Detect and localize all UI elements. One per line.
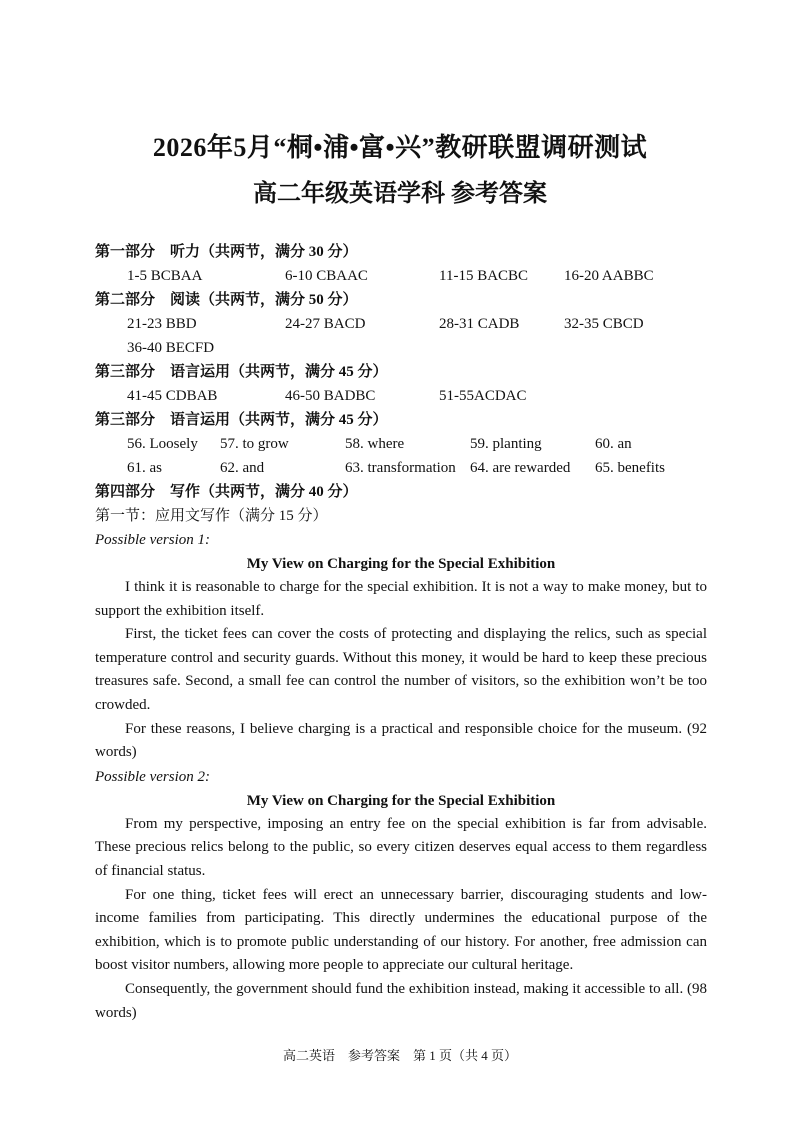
answer-item: 65. benefits: [595, 460, 665, 476]
essay-paragraph: First, the ticket fees can cover the costs of protecting and displaying the relics, such as special temperature control and security guards. Without this money, it would be hard to keep these precious treasures safe. Second, a small fee can control the number of visitors, so the exhibition won’t be too crowded.: [95, 626, 707, 713]
answer-group: 11-15 BACBC: [439, 268, 529, 284]
answer-group: 36-40 BECFD: [127, 340, 215, 356]
answer-group: 51-55ACDAC: [439, 388, 527, 404]
version-label: Possible version 1:: [95, 532, 210, 548]
answer-item: 59. planting: [470, 436, 542, 452]
answer-item: 61. as: [127, 460, 162, 476]
answer-group: 1-5 BCBAA: [127, 268, 203, 284]
answer-group: 46-50 BADBC: [285, 388, 376, 404]
version-label: Possible version 2:: [95, 768, 210, 785]
page-subtitle: 高二年级英语学科 参考答案: [253, 181, 547, 207]
essay-paragraph: For these reasons, I believe charging is a practical and responsible choice for the museum. (92 words): [95, 720, 707, 761]
section-heading-language-use: 第三部分 语言运用（共两节，满分 45 分）: [95, 412, 388, 428]
answer-group: 6-10 CBAAC: [285, 268, 368, 284]
answer-row: [95, 384, 707, 408]
answer-row: [95, 336, 707, 360]
answer-item: 57. to grow: [220, 436, 289, 452]
essay-paragraph: I think it is reasonable to charge for the special exhibition. It is not a way to make money, but to support the exhibition itself.: [95, 579, 707, 619]
answer-row: [95, 264, 707, 288]
answer-item: 63. transformation: [345, 460, 456, 476]
answer-content: [95, 240, 707, 1025]
section-heading-writing: 第四部分 写作（共两节，满分 40 分）: [95, 484, 358, 500]
essay-title: My View on Charging for the Special Exhibition: [246, 556, 556, 572]
answer-item: 58. where: [345, 436, 405, 452]
subsection-heading: 第一节：应用文写作（满分 15 分）: [95, 508, 328, 524]
answer-group: 24-27 BACD: [285, 316, 366, 332]
page-title: 2026年5月“桐•浦•富•兴”教研联盟调研测试: [152, 133, 648, 162]
answer-item: 64. are rewarded: [470, 460, 571, 476]
essay-paragraph: For one thing, ticket fees will erect an unnecessary barrier, discouraging students and low-income families from participating. This directly undermines the educational purpose of the exhibition, which is to promote public understanding of our history. For another, free admission can boost visitor numbers, allowing more people to appreciate our cultural heritage.: [95, 886, 707, 974]
section-heading-language-use: 第三部分 语言运用（共两节，满分 45 分）: [95, 364, 388, 380]
answer-group: 21-23 BBD: [127, 316, 197, 332]
answer-group: 16-20 AABBC: [564, 268, 654, 284]
answer-item: 62. and: [220, 460, 265, 476]
essay-paragraph: From my perspective, imposing an entry fee on the special exhibition is far from advisable. These precious relics belong to the public, so every citizen deserves equal access to them regardless of financial status.: [95, 815, 707, 879]
page-footer: 高二英语 参考答案 第 1 页（共 4 页）: [282, 1048, 517, 1063]
essay-title: My View on Charging for the Special Exhibition: [246, 792, 556, 809]
answer-row: [95, 456, 707, 480]
answer-row: [95, 312, 707, 336]
answer-group: 41-45 CDBAB: [127, 388, 218, 404]
section-heading-reading: 第二部分 阅读（共两节，满分 50 分）: [95, 292, 358, 308]
essay-paragraph: Consequently, the government should fund the exhibition instead, making it accessible to all. (98 words): [95, 980, 707, 1021]
answer-row: [95, 432, 707, 456]
answer-item: 60. an: [595, 436, 632, 452]
answer-group: 32-35 CBCD: [564, 316, 644, 332]
answer-group: 28-31 CADB: [439, 316, 520, 332]
answer-item: 56. Loosely: [127, 436, 198, 452]
section-heading-listening: 第一部分 听力（共两节，满分 30 分）: [95, 244, 358, 260]
